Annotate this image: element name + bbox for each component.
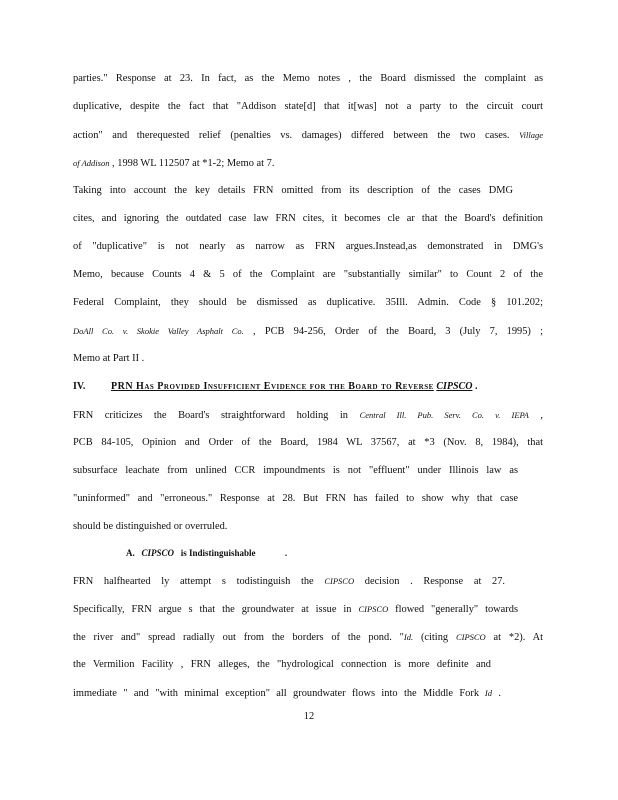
case-name: DoAll Co. v. Skokie Valley Asphalt Co.: [73, 326, 244, 336]
case-name: of Addison: [73, 158, 110, 168]
text-line: of Addison , 1998 WL 112507 at *1-2; Memo at 7.: [73, 158, 275, 169]
text-line: Taking into account the key details FRN omitted from its description of the cases DMG: [73, 185, 513, 196]
case-name: Village: [519, 130, 543, 140]
text-line: cites, and ignoring the outdated case law FRN cites, it becomes cle ar that the Board's definition: [73, 213, 543, 224]
text-line: duplicative, despite the fact that "Addison state[d] that it[was] not a party to the circuit court: [73, 101, 543, 112]
case-name: Id.: [403, 632, 414, 642]
section-number: IV.: [73, 381, 86, 392]
page-number: 12: [303, 711, 315, 722]
text-line: the Vermilion Facility , FRN alleges, the "hydrological connection is more definite and: [73, 659, 491, 670]
text-line: the river and" spread radially out from the borders of the pond. "Id. (citing CIPSCO at *2). At: [73, 632, 543, 643]
case-name: CIPSCO: [324, 576, 355, 586]
section-heading: IV. PRN Has Provided Insufficient Evidence for the Board to Reverse CIPSCO .: [73, 381, 478, 392]
text-line: FRN criticizes the Board's straightforward holding in Central Ill. Pub. Serv. Co. v. IEPA ,: [73, 410, 543, 421]
case-name: CIPSCO: [436, 381, 473, 392]
text-line: Memo, because Counts 4 & 5 of the Complaint are "substantially similar" to Count 2 of the: [73, 269, 543, 280]
text-line: should be distinguished or overruled.: [73, 521, 228, 532]
case-name: CIPSCO: [141, 548, 175, 558]
case-name: CIPSCO: [358, 604, 389, 614]
text-line: Specifically, FRN argue s that the groundwater at issue in CIPSCO flowed "generally" towards: [73, 604, 518, 615]
text-line: FRN halfhearted ly attempt s todistinguish the CIPSCO decision . Response at 27.: [73, 576, 505, 587]
subsection-heading: A. CIPSCO is Indistinguishable .: [126, 548, 288, 558]
case-name: CIPSCO: [455, 632, 486, 642]
section-title: PRN Has Provided Insufficient Evidence for the Board to Reverse: [111, 381, 434, 392]
text-line: subsurface leachate from unlined CCR impoundments is not "effluent" under Illinois law as: [73, 465, 518, 476]
text-line: Federal Complaint, they should be dismissed as duplicative. 35Ill. Admin. Code § 101.202;: [73, 297, 543, 308]
text-line: immediate " and "with minimal exception" all groundwater flows into the Middle Fork Id .: [73, 688, 501, 699]
text-line: Memo at Part II .: [73, 353, 145, 364]
case-name: Central Ill. Pub. Serv. Co. v. IEPA: [359, 410, 529, 420]
text-line: of "duplicative" is not nearly as narrow as FRN argues.Instead,as demonstrated in DMG's: [73, 241, 543, 252]
case-name: Id: [479, 688, 493, 698]
text-line: DoAll Co. v. Skokie Valley Asphalt Co. , PCB 94-256, Order of the Board, 3 (July 7, 1995) ;: [73, 326, 543, 337]
text-line: PCB 84-105, Opinion and Order of the Board, 1984 WL 37567, at *3 (Nov. 8, 1984), that: [73, 437, 543, 448]
text-line: "uninformed" and "erroneous." Response at 28. But FRN has failed to show why that case: [73, 493, 518, 504]
text-line: parties." Response at 23. In fact, as the Memo notes , the Board dismissed the complaint as: [73, 73, 543, 84]
text-line: action" and therequested relief (penalties vs. damages) differed between the two cases. Village: [73, 130, 543, 141]
